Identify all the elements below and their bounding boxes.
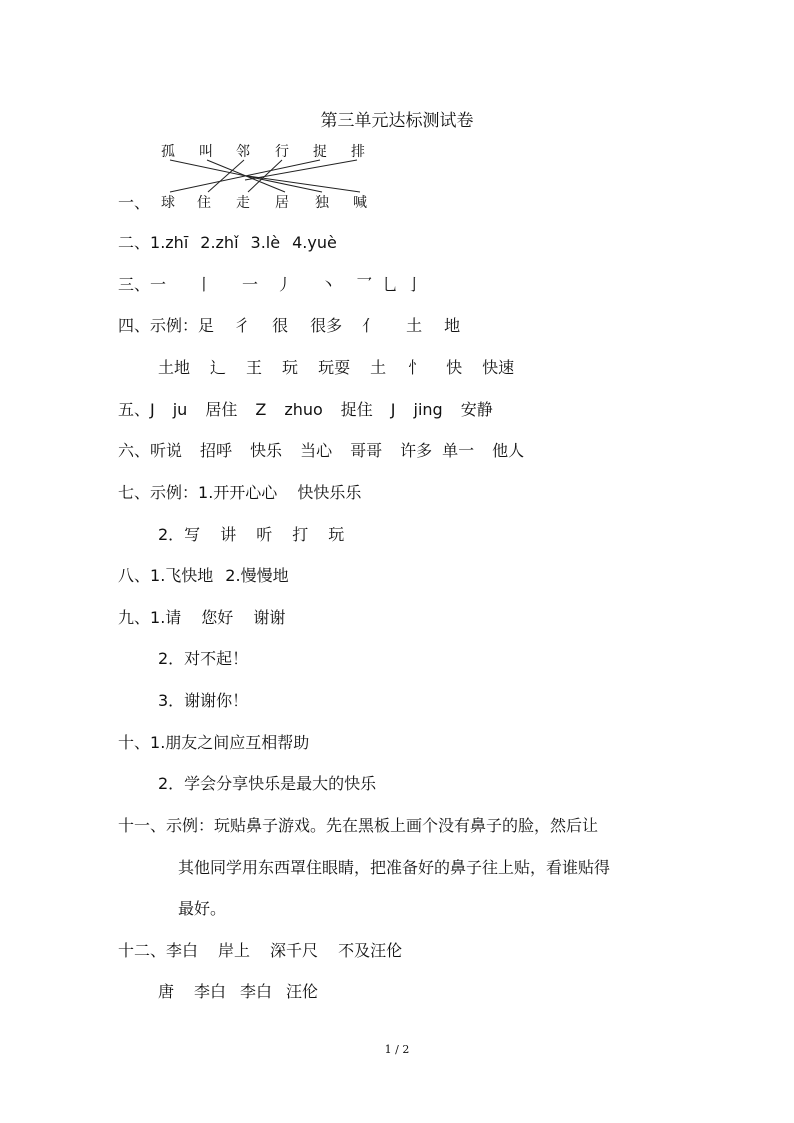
q3-label: 三、 bbox=[118, 275, 151, 294]
match-line bbox=[208, 160, 244, 192]
q11-row2: 其他同学用东西罩住眼睛，把准备好的鼻子往上贴，看谁贴得 bbox=[178, 858, 611, 877]
match-line bbox=[248, 176, 360, 192]
q7-label: 七、 bbox=[118, 483, 151, 502]
q12-label: 十二、 bbox=[118, 941, 167, 960]
q2-item: 2.zhǐ bbox=[200, 233, 239, 252]
match-top-char: 排 bbox=[351, 144, 365, 160]
q5-item: zhuo bbox=[284, 400, 323, 419]
q4-item: 玩耍 bbox=[318, 358, 351, 377]
q4-prefix: 示例： bbox=[150, 316, 199, 335]
q10-row2: 2．学会分享快乐是最大的快乐 bbox=[158, 774, 377, 793]
q4-item: 土 bbox=[406, 316, 423, 335]
q4-item: 土地 bbox=[158, 358, 191, 377]
match-top-char: 叫 bbox=[199, 144, 213, 160]
q10-label: 十、 bbox=[118, 733, 151, 752]
q2-item: 3.lè bbox=[250, 233, 281, 252]
q6-row bbox=[118, 440, 524, 462]
match-top-char: 孤 bbox=[161, 144, 175, 160]
q8-item: 2.慢慢地 bbox=[225, 566, 289, 585]
match-top-char: 邻 bbox=[236, 144, 250, 160]
q5-row bbox=[118, 399, 493, 421]
q3-item: 丿 bbox=[276, 275, 293, 294]
match-line bbox=[207, 160, 285, 192]
q11-row3: 最好。 bbox=[178, 899, 227, 918]
q2-row bbox=[118, 232, 337, 254]
q5-item: ju bbox=[172, 400, 188, 419]
q4-item: 很 bbox=[272, 316, 289, 335]
q4-item: 很多 bbox=[310, 316, 343, 335]
q4-item: 彳 bbox=[234, 316, 251, 335]
q6-item: 他人 bbox=[492, 441, 525, 460]
q4-item: 亻 bbox=[362, 316, 379, 335]
q7-prefix: 示例： bbox=[150, 483, 199, 502]
q12-item: 唐 bbox=[158, 982, 175, 1001]
q7-row1 bbox=[118, 482, 361, 504]
q7-item: 2．写 bbox=[158, 525, 201, 544]
q12-item: 李白 bbox=[240, 982, 273, 1001]
page-number: 1 / 2 bbox=[384, 1043, 410, 1056]
q12-item: 李白 bbox=[194, 982, 227, 1001]
q7-item: 快快乐乐 bbox=[297, 483, 362, 502]
q6-label: 六、 bbox=[118, 441, 151, 460]
match-top-char: 捉 bbox=[313, 144, 327, 160]
q12-row1 bbox=[118, 940, 402, 962]
q2-item: 4.yuè bbox=[292, 233, 337, 252]
match-line bbox=[170, 160, 320, 192]
q9-row1 bbox=[118, 607, 285, 629]
q4-item: 王 bbox=[246, 358, 263, 377]
q7-item: 玩 bbox=[328, 525, 345, 544]
q3-row bbox=[118, 274, 422, 296]
q4-row2 bbox=[158, 357, 514, 379]
match-bottom-char: 球 bbox=[161, 195, 175, 211]
q1-label: 一、 bbox=[118, 193, 151, 212]
q6-item: 招呼 bbox=[200, 441, 233, 460]
q3-item: 亅 bbox=[406, 275, 423, 294]
q5-label: 五、 bbox=[118, 400, 151, 419]
q6-item: 许多 bbox=[400, 441, 433, 460]
q5-item: 捉住 bbox=[340, 400, 373, 419]
q3-item: 丨 bbox=[196, 275, 213, 294]
q10-line: 1.朋友之间应互相帮助 bbox=[150, 733, 310, 752]
q8-label: 八、 bbox=[118, 566, 151, 585]
match-line bbox=[170, 160, 322, 192]
q12-item: 岸上 bbox=[218, 941, 251, 960]
match-bottom-char: 住 bbox=[197, 195, 211, 211]
q4-label: 四、 bbox=[118, 316, 151, 335]
q7-row2 bbox=[158, 524, 344, 546]
q5-item: Z bbox=[255, 400, 267, 419]
q3-item: 丶 bbox=[320, 275, 337, 294]
q9-row3: 3．谢谢你！ bbox=[158, 691, 249, 710]
q7-item: 打 bbox=[292, 525, 309, 544]
q12-item: 深千尺 bbox=[270, 941, 319, 960]
match-top-row bbox=[158, 141, 378, 161]
q3-item: 乚 bbox=[382, 275, 399, 294]
q11-row1 bbox=[118, 815, 598, 837]
q5-item: J bbox=[150, 400, 155, 419]
q11-label: 十一、 bbox=[118, 816, 167, 835]
q6-item: 快乐 bbox=[250, 441, 283, 460]
q8-row bbox=[118, 565, 289, 587]
q3-item: 乛 bbox=[356, 275, 373, 294]
q6-item: 听说 bbox=[150, 441, 183, 460]
q3-item: 一 bbox=[242, 275, 259, 294]
q4-item: 忄 bbox=[408, 358, 425, 377]
q4-item: 辶 bbox=[210, 358, 227, 377]
q12-item: 汪伦 bbox=[286, 982, 319, 1001]
match-line bbox=[248, 160, 282, 192]
q2-label: 二、 bbox=[118, 233, 151, 252]
q9-item: 谢谢 bbox=[253, 608, 286, 627]
q5-item: J bbox=[390, 400, 396, 419]
match-top-char: 行 bbox=[275, 144, 289, 160]
q7-item: 讲 bbox=[220, 525, 237, 544]
q9-row2: 2．对不起！ bbox=[158, 649, 249, 668]
q4-item: 快 bbox=[446, 358, 463, 377]
page-title: 第三单元达标测试卷 bbox=[320, 111, 474, 131]
match-bottom-char: 独 bbox=[315, 195, 329, 211]
q7-item: 1.开开心心 bbox=[198, 483, 278, 502]
q12-item: 不及汪伦 bbox=[338, 941, 403, 960]
q7-item: 听 bbox=[256, 525, 273, 544]
q9-item: 您好 bbox=[201, 608, 234, 627]
q5-item: jing bbox=[413, 400, 443, 419]
q9-label: 九、 bbox=[118, 608, 151, 627]
q9-item: 1.请 bbox=[150, 608, 182, 627]
q5-item: 居住 bbox=[205, 400, 238, 419]
q11-line: 示例：玩贴鼻子游戏。先在黑板上画个没有鼻子的脸，然后让 bbox=[166, 816, 599, 835]
q12-item: 李白 bbox=[166, 941, 199, 960]
q4-item: 快速 bbox=[482, 358, 515, 377]
q12-row2 bbox=[158, 981, 318, 1003]
q6-item: 单一 bbox=[442, 441, 475, 460]
q6-item: 哥哥 bbox=[350, 441, 383, 460]
q5-item: 安静 bbox=[460, 400, 493, 419]
match-bottom-row bbox=[161, 192, 398, 212]
match-bottom-char: 居 bbox=[275, 195, 289, 211]
q2-item: 1.zhī bbox=[150, 233, 189, 252]
q8-item: 1.飞快地 bbox=[150, 566, 214, 585]
match-bottom-char: 喊 bbox=[353, 195, 367, 211]
q4-item: 土 bbox=[370, 358, 387, 377]
q4-row1 bbox=[118, 315, 460, 337]
q4-item: 地 bbox=[444, 316, 461, 335]
match-bottom-char: 走 bbox=[236, 195, 250, 211]
q6-item: 当心 bbox=[300, 441, 333, 460]
match-line bbox=[245, 160, 357, 180]
q10-row1 bbox=[118, 732, 309, 754]
q3-item: 一 bbox=[150, 275, 167, 294]
q4-item: 玩 bbox=[282, 358, 299, 377]
q4-item: 足 bbox=[198, 316, 215, 335]
